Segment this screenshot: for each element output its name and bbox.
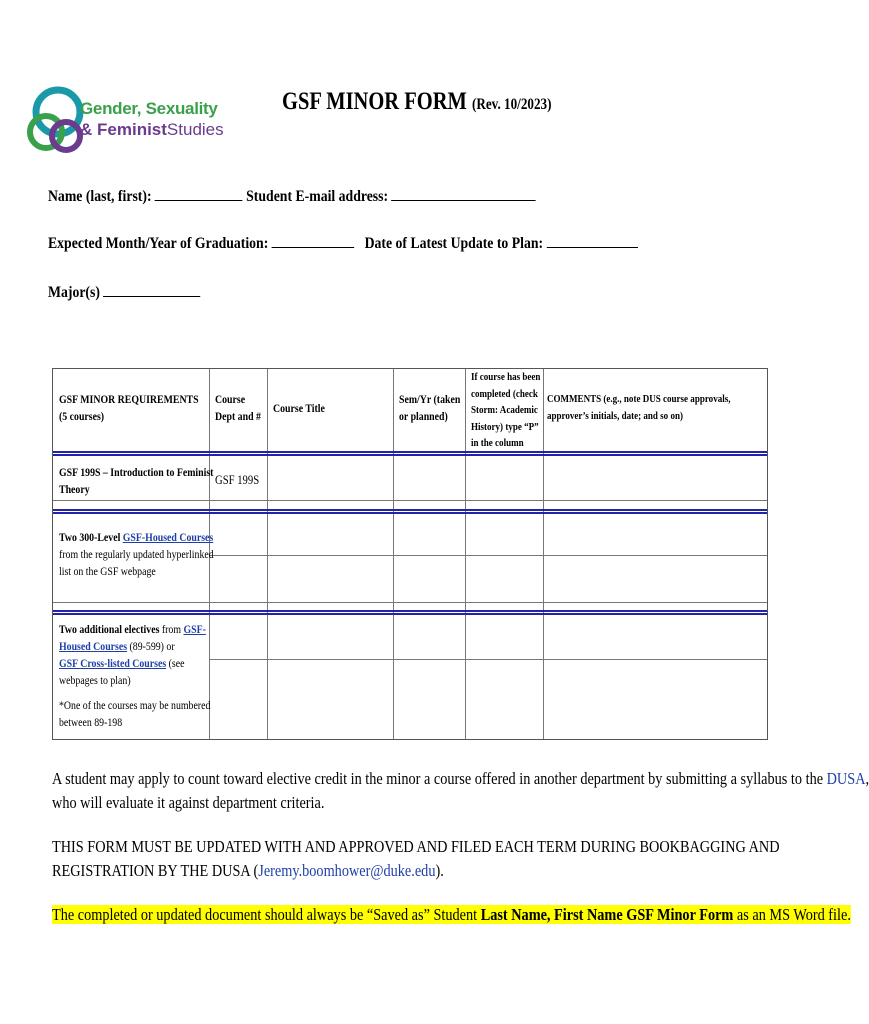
save-as-instruction [52, 903, 851, 927]
header-requirements [59, 391, 199, 425]
email-field[interactable] [392, 186, 536, 201]
row3-req-range: (89-599) or [127, 639, 175, 653]
row3-note-line2: between 89-198 [59, 715, 123, 729]
logo-studies: Studies [166, 120, 224, 139]
header-completed-line1: If course has been [471, 371, 541, 383]
logo-feminist: Feminist [97, 120, 167, 139]
header-dept-line2: Dept and # [215, 409, 261, 423]
header-divider [53, 451, 767, 456]
elective-credit-paragraph [52, 767, 869, 815]
row1-sem-yr-cell[interactable] [393, 459, 465, 500]
row1-completed-cell[interactable] [465, 459, 543, 500]
requirements-table [52, 368, 768, 740]
gsf-housed-courses-link-2a[interactable]: GSF- [183, 622, 206, 636]
gsf-housed-courses-link[interactable]: GSF-Housed Courses [122, 530, 214, 544]
p1-line2: who will evaluate it against department criteria. [52, 793, 325, 812]
header-sem-yr [399, 391, 460, 425]
p2-line2: REGISTRATION BY THE DUSA ( [52, 861, 259, 880]
dusa-link[interactable]: DUSA [826, 769, 866, 788]
header-dept-line1: Course [215, 392, 246, 406]
update-label: Date of Latest Update to Plan: [364, 235, 544, 252]
update-field[interactable] [547, 233, 638, 248]
row1-dept: GSF 199S [215, 472, 260, 487]
row3-note-line1: *One of the courses may be numbered [59, 698, 211, 712]
header-completed [471, 369, 540, 452]
email-label: Student E-mail address: [246, 188, 389, 205]
name-label: Name (last, first): [48, 188, 152, 205]
p3-text2: as an MS Word file. [733, 905, 851, 924]
header-requirements-line2: (5 courses) [59, 409, 105, 423]
header-course-title: Course Title [273, 401, 325, 415]
p2-line1: THIS FORM MUST BE UPDATED WITH AND APPROVED AND FILED EACH TERM DURING BOOKBAGGING AND [52, 837, 780, 856]
logo-line-2 [80, 121, 224, 138]
row2-req-line2: from the regularly updated hyperlinked [59, 547, 214, 561]
row3-req-line4: webpages to plan) [59, 673, 131, 687]
row1-course-title-cell[interactable] [267, 459, 393, 500]
p3-bold: Last Name, First Name GSF Minor Form [480, 905, 734, 924]
logo-ampersand: & [80, 120, 93, 139]
graduation-field[interactable] [272, 233, 355, 248]
update-instructions-paragraph [52, 835, 780, 883]
header-completed-line2: completed (check [471, 387, 538, 400]
title-revision: (Rev. 10/2023) [471, 96, 552, 113]
header-comments-line1: COMMENTS (e.g., note DUS course approvals, [547, 393, 731, 405]
graduation-update-row [48, 233, 638, 253]
header-comments [547, 391, 730, 425]
p3-text1: The completed or updated document should always be “Saved as” Student [52, 905, 481, 924]
header-semyr-line1: Sem/Yr (taken [399, 392, 461, 406]
row1-req-line2: Theory [59, 482, 90, 496]
dusa-email-link[interactable]: Jeremy.boomhower@duke.edu [258, 861, 436, 880]
row1-divider [53, 509, 767, 514]
major-row [48, 282, 201, 302]
header-comments-line2: approver’s initials, date; and so on) [547, 410, 683, 422]
p1-line1-end: , [865, 769, 869, 788]
logo-line-1: Gender, Sexuality [80, 99, 218, 118]
name-email-row [48, 186, 536, 206]
gsf-housed-courses-link-2b[interactable]: Housed Courses [59, 639, 128, 653]
name-field[interactable] [155, 186, 243, 201]
logo-text [80, 100, 224, 138]
row2-req-line3: list on the GSF webpage [59, 564, 156, 578]
p1-line1: A student may apply to count toward elective credit in the minor a course offered in another department by submitting a syllabus to the [52, 769, 827, 788]
title-main: GSF MINOR FORM [282, 88, 467, 115]
row3-req-from: from [159, 622, 184, 636]
row1-comments-cell[interactable] [543, 459, 767, 500]
row2-divider [53, 610, 767, 615]
header-completed-line5: in the column [471, 437, 524, 449]
row1-req-line1: GSF 199S – Introduction to Feminist [59, 465, 214, 479]
row3-req-see: (see [166, 656, 185, 670]
row3-requirement [59, 621, 210, 731]
header-completed-line4: History) type “P” [471, 420, 539, 433]
major-label: Major(s) [48, 284, 100, 301]
page-title [282, 88, 551, 116]
row1-requirement [59, 464, 213, 498]
gsf-cross-listed-courses-link[interactable]: GSF Cross-listed Courses [59, 656, 167, 670]
header-semyr-line2: or planned) [399, 409, 448, 423]
header-dept [215, 391, 261, 425]
header-requirements-line1: GSF MINOR REQUIREMENTS [59, 392, 199, 406]
graduation-label: Expected Month/Year of Graduation: [48, 235, 269, 252]
major-field[interactable] [103, 282, 200, 297]
row2-req-bold: Two 300-Level [59, 530, 123, 544]
logo-rings-icon [24, 78, 84, 168]
row3-req-bold: Two additional electives [59, 622, 160, 636]
p2-line2-end: ). [435, 861, 444, 880]
header-completed-line3: Storm: Academic [471, 404, 538, 416]
row2-requirement [59, 529, 214, 580]
